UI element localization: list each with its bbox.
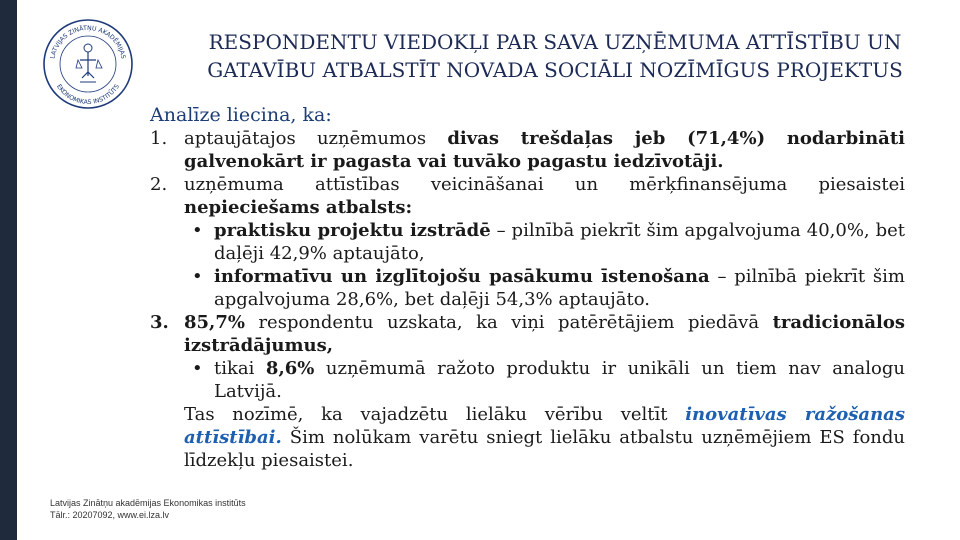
title-line-1: RESPONDENTU VIEDOKĻI PAR SAVA UZŅĒMUMA ATTĪSTĪBU UN <box>208 30 902 54</box>
finding-item-3 <box>150 311 905 403</box>
page-title <box>190 28 920 84</box>
support-area-title: praktisku projektu izstrādē <box>214 220 491 241</box>
finding-text: respondentu uzskata, ka viņi patērētājiem piedāvā <box>244 312 773 333</box>
title-line-2: GATAVĪBU ATBALSTĪT NOVADA SOCIĀLI NOZĪMĪGUS PROJEKTUS <box>207 58 903 82</box>
uniqueness-text-rest: uzņēmumā ražoto produktu ir unikāli un tiem nav analogu Latvijā. <box>214 358 905 402</box>
footer <box>50 497 246 521</box>
uniqueness-text: tikai <box>214 358 266 379</box>
bullet-icon: • <box>192 266 203 287</box>
finding-emphasis: tradicionālos izstrādājumus, <box>184 312 905 356</box>
bullet-icon: • <box>192 220 203 241</box>
conclusion-text: Tas nozīmē, ka vajadzētu lielāku vērību veltīt <box>184 404 686 425</box>
support-area-item <box>184 265 905 311</box>
institute-seal-icon <box>40 16 136 112</box>
finding-number: 3. <box>150 312 169 333</box>
finding-emphasis: nepieciešams atbalsts: <box>184 197 413 218</box>
conclusion-paragraph <box>150 403 905 472</box>
footer-contacts: Tālr.: 20207092, www.ei.lza.lv <box>50 510 170 520</box>
support-area-text: – pilnībā piekrīt šim apgalvojuma 40,0%, bet daļēji 42,9% aptaujāto, <box>214 220 906 264</box>
support-area-item <box>184 219 905 265</box>
uniqueness-percent: 8,6% <box>265 358 315 379</box>
finding-number: 1. <box>150 128 168 149</box>
bullet-icon: • <box>192 358 203 379</box>
analysis-heading: Analīze liecina, ka: <box>150 104 332 126</box>
finding-item-2 <box>150 173 905 311</box>
finding-item-1 <box>150 127 905 173</box>
finding-text: aptaujātajos uzņēmumos <box>184 128 448 149</box>
product-uniqueness-list <box>184 357 905 403</box>
finding-number: 2. <box>150 174 168 195</box>
institute-logo <box>40 16 136 112</box>
support-areas-list <box>184 219 905 311</box>
finding-text: uzņēmuma attīstības veicināšanai un mērķfinansējuma piesaistei <box>184 174 905 195</box>
svg-text:LATVIJAS ZINĀTŅU AKADĒMIJAS: LATVIJAS ZINĀTŅU AKADĒMIJAS <box>49 24 127 60</box>
left-accent-bar <box>0 0 17 540</box>
finding-emphasis: divas trešdaļas jeb (71,4%) nodarbināti galvenokārt ir pagasta vai tuvāko pagastu iedzīvotāji. <box>184 128 905 172</box>
product-uniqueness-item <box>184 357 905 403</box>
conclusion-highlight: inovatīvas ražošanas attīstībai. <box>184 404 905 448</box>
analysis-content <box>150 104 905 472</box>
finding-emphasis: 85,7% <box>184 312 245 333</box>
support-area-title: informatīvu un izglītojošu pasākumu īstenošana <box>214 266 710 287</box>
findings-list <box>150 127 905 403</box>
svg-text:EKONOMIKAS INSTITŪTS: EKONOMIKAS INSTITŪTS <box>55 83 121 107</box>
conclusion-text-rest: Šim nolūkam varētu sniegt lielāku atbalstu uzņēmējiem ES fondu līdzekļu piesaistei. <box>184 427 905 471</box>
support-area-text: – pilnībā piekrīt šim apgalvojuma 28,6%, bet daļēji 54,3% aptaujāto. <box>214 266 905 310</box>
footer-institute: Latvijas Zinātņu akadēmijas Ekonomikas institūts <box>50 498 246 508</box>
